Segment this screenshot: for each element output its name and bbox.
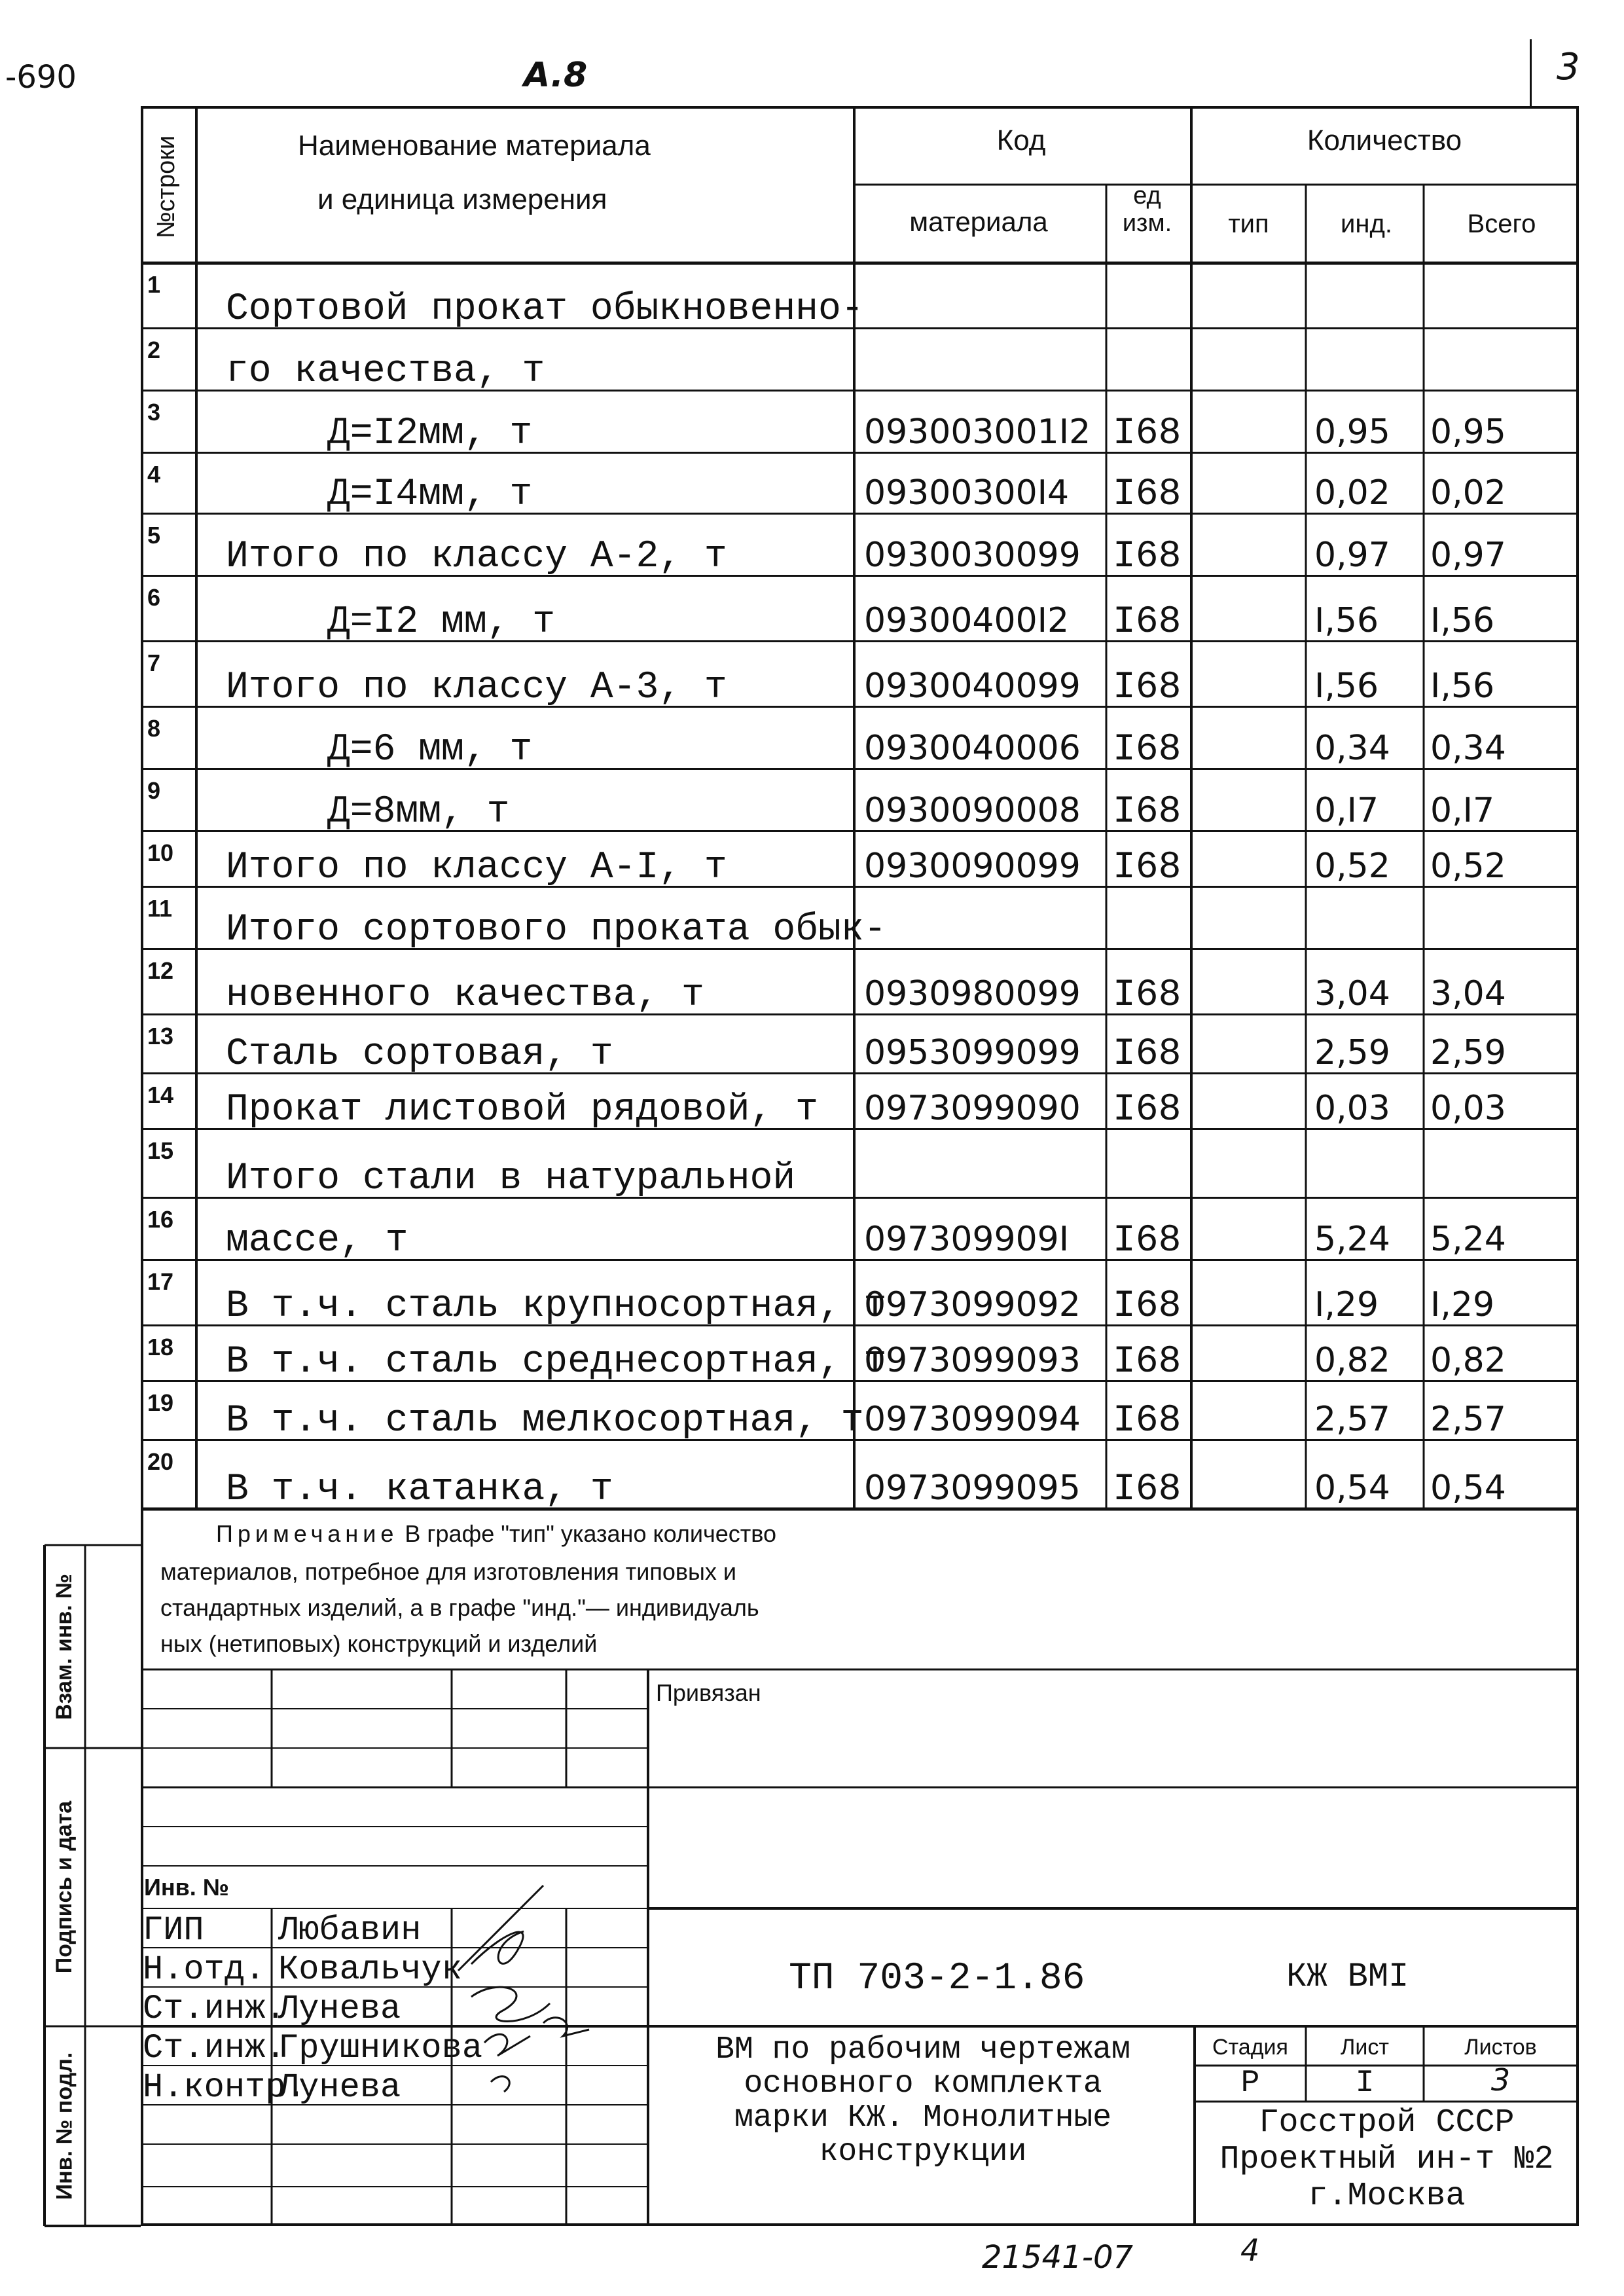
side-label-podpis-text: Подпись и дата	[52, 1800, 77, 1974]
qty-total: 2,57	[1430, 1400, 1506, 1439]
row-number-header-label: №строки	[153, 135, 181, 238]
material-name: В т.ч. сталь среднесортная, т	[226, 1341, 887, 1383]
row-number: 7	[147, 649, 161, 676]
qty-ind: 0,02	[1314, 473, 1390, 513]
signer-role: ГИП	[143, 1911, 204, 1950]
unit-code: I68	[1113, 1400, 1182, 1442]
material-code: 097309909I	[864, 1220, 1070, 1259]
organization-line1: Госстрой СССР	[1259, 2104, 1515, 2141]
material-name: Д=I2мм, т	[327, 412, 533, 455]
signer-name: Любавин	[278, 1911, 422, 1950]
unit-code: I68	[1113, 473, 1182, 516]
sheets-label: Листов	[1464, 2035, 1537, 2060]
qty-total: I,29	[1430, 1285, 1495, 1324]
material-code: 0930090099	[864, 847, 1081, 886]
stage-value: Р	[1240, 2066, 1260, 2101]
row-number: 17	[147, 1268, 174, 1295]
signer-name: Лунева	[278, 2068, 401, 2107]
qty-ind: 0,54	[1314, 1468, 1390, 1508]
qty-ind: 0,52	[1314, 847, 1390, 886]
side-label-inv-podl-text: Инв. № подл.	[52, 2052, 77, 2200]
bottom-page-number: 4	[1240, 2232, 1260, 2268]
code-material-header: материала	[909, 206, 1048, 237]
doc-title-line4: конструкции	[819, 2134, 1027, 2170]
material-name: Д=I4мм, т	[327, 473, 533, 516]
code-unit-header: ед изм.	[1122, 182, 1172, 237]
qty-total: I,56	[1430, 601, 1495, 640]
row-number: 9	[147, 777, 161, 804]
row-number: 19	[147, 1389, 174, 1416]
material-name: Сталь сортовая, т	[226, 1033, 613, 1076]
signer-role: Ст.инж.	[143, 2029, 286, 2068]
material-code: 0973099094	[864, 1400, 1081, 1439]
qty-total: 0,97	[1430, 536, 1506, 575]
note-line2: материалов, потребное для изготовления типовых и	[160, 1558, 737, 1585]
qty-total: 0,34	[1430, 729, 1506, 768]
qty-ind: 0,I7	[1314, 791, 1379, 830]
signer-name: Лунева	[278, 1990, 401, 2028]
material-name: новенного качества, т	[226, 974, 704, 1017]
unit-code: I68	[1113, 1285, 1182, 1328]
material-name: Д=I2 мм, т	[327, 601, 556, 644]
material-code: 093003001I2	[864, 412, 1091, 452]
qty-total: 0,I7	[1430, 791, 1495, 830]
material-name: Прокат листовой рядовой, т	[226, 1089, 818, 1131]
row-number: 12	[147, 957, 174, 984]
qty-ind: 0,34	[1314, 729, 1390, 768]
qty-total: 0,02	[1430, 473, 1506, 513]
material-name: Итого по классу А-3, т	[226, 666, 727, 709]
qty-total-header: Всего	[1467, 210, 1536, 238]
row-number: 2	[147, 337, 161, 363]
signer-name: Грушникова	[278, 2029, 483, 2068]
material-name: Итого по классу А-I, т	[226, 847, 727, 889]
side-label-podpis	[46, 1751, 84, 2023]
doc-title-line1: ВМ по рабочим чертежам	[715, 2032, 1130, 2068]
side-label-vzam	[46, 1548, 84, 1745]
note-line3: стандартных изделий, а в графе "инд."— индивидуаль	[160, 1594, 759, 1621]
signer-role: Ст.инж.	[143, 1990, 286, 2028]
organization	[1195, 2105, 1579, 2215]
qty-ind: 0,03	[1314, 1089, 1390, 1128]
side-label-vzam-text: Взам. инв. №	[52, 1573, 77, 1720]
material-code: 0930040099	[864, 666, 1081, 706]
qty-total: 0,82	[1430, 1341, 1506, 1380]
material-code: 0930030099	[864, 536, 1081, 575]
material-code: 0973099090	[864, 1089, 1081, 1128]
qty-ind: 0,82	[1314, 1341, 1390, 1380]
qty-total: 3,04	[1430, 974, 1506, 1013]
material-code: 0930090008	[864, 791, 1081, 830]
note-line1	[216, 1520, 776, 1548]
name-header-line1: Наименование материала	[298, 130, 651, 162]
material-name: го качества, т	[226, 350, 545, 393]
signer-name: Ковальчук	[278, 1950, 462, 1989]
archive-number: 21541-07	[982, 2239, 1134, 2276]
qty-total: 5,24	[1430, 1220, 1506, 1259]
qty-total: 0,54	[1430, 1468, 1506, 1508]
unit-code: I68	[1113, 1033, 1182, 1076]
organization-line2: Проектный ин-т №2	[1219, 2141, 1554, 2178]
qty-ind: 3,04	[1314, 974, 1390, 1013]
row-number: 13	[147, 1023, 174, 1049]
material-name: В т.ч. катанка, т	[226, 1468, 613, 1511]
doc-title-line3: марки КЖ. Монолитные	[734, 2100, 1112, 2136]
material-name: массе, т	[226, 1220, 408, 1262]
qty-ind: 5,24	[1314, 1220, 1390, 1259]
material-code: 0930980099	[864, 974, 1081, 1013]
row-number: 18	[147, 1334, 174, 1360]
material-name: Итого по классу А-2, т	[226, 536, 727, 578]
note-line1-text: В графе "тип" указано количество	[405, 1520, 776, 1547]
row-number: 1	[147, 271, 161, 298]
row-number: 10	[147, 839, 174, 866]
row-number: 5	[147, 522, 161, 549]
code-group-header: Код	[996, 124, 1046, 156]
doc-title	[651, 2033, 1195, 2169]
unit-code: I68	[1113, 1468, 1182, 1511]
material-name: В т.ч. сталь мелкосортная, т	[226, 1400, 864, 1442]
material-code: 0930040006	[864, 729, 1081, 768]
name-header-line2: и единица измерения	[317, 183, 607, 215]
signer-role: Н.отд.	[143, 1950, 266, 1989]
qty-total: 0,52	[1430, 847, 1506, 886]
corner-code: -690	[5, 59, 77, 96]
qty-total: 2,59	[1430, 1033, 1506, 1072]
qty-ind: 2,59	[1314, 1033, 1390, 1072]
material-name: Сортовой прокат обыкновенно-	[226, 288, 864, 331]
material-code: 09300400I2	[864, 601, 1070, 640]
corner-label: A.8	[524, 56, 588, 95]
unit-code: I68	[1113, 412, 1182, 455]
row-number: 4	[147, 461, 161, 488]
material-name: В т.ч. сталь крупносортная, т	[226, 1285, 887, 1328]
unit-code: I68	[1113, 666, 1182, 709]
unit-code: I68	[1113, 601, 1182, 644]
unit-code: I68	[1113, 847, 1182, 889]
row-number: 15	[147, 1137, 174, 1164]
qty-ind: I,56	[1314, 601, 1379, 640]
row-number: 20	[147, 1448, 174, 1475]
sheet-value: I	[1355, 2066, 1375, 2101]
note-line4: ных (нетиповых) конструкций и изделий	[160, 1630, 598, 1657]
unit-code: I68	[1113, 791, 1182, 833]
material-name: Итого стали в натуральной	[226, 1157, 796, 1200]
sheets-value: 3	[1490, 2062, 1511, 2098]
material-code: 0973099093	[864, 1341, 1081, 1380]
doc-title-line2: основного комплекта	[744, 2066, 1102, 2102]
row-number: 6	[147, 584, 161, 611]
unit-code: I68	[1113, 1341, 1182, 1383]
qty-total: 0,95	[1430, 412, 1506, 452]
privyazan-label: Привязан	[656, 1679, 761, 1706]
signer-role: Н.контр.	[143, 2068, 306, 2107]
qty-ind: I,29	[1314, 1285, 1379, 1324]
qty-total: 0,03	[1430, 1089, 1506, 1128]
material-code: 0953099099	[864, 1033, 1081, 1072]
material-name: Д=8мм, т	[327, 791, 510, 833]
material-code: 09300300I4	[864, 473, 1070, 513]
qty-total: I,56	[1430, 666, 1495, 706]
qty-type-header: тип	[1228, 210, 1269, 238]
unit-code: I68	[1113, 1089, 1182, 1131]
doc-mark: КЖ ВМI	[1286, 1958, 1409, 1996]
doc-code: ТП 703-2-1.86	[789, 1958, 1085, 2000]
material-code: 0973099092	[864, 1285, 1081, 1324]
row-number: 14	[147, 1082, 174, 1108]
stage-label: Стадия	[1212, 2035, 1288, 2060]
unit-code: I68	[1113, 536, 1182, 578]
qty-ind: 2,57	[1314, 1400, 1390, 1439]
unit-code: I68	[1113, 729, 1182, 771]
note-label: Примечание	[216, 1520, 399, 1547]
material-name: Итого сортового проката обык-	[226, 909, 887, 951]
row-number: 3	[147, 399, 161, 426]
qty-ind: 0,95	[1314, 412, 1390, 452]
material-code: 0973099095	[864, 1468, 1081, 1508]
side-label-inv-podl	[46, 2030, 84, 2223]
material-name: Д=6 мм, т	[327, 729, 533, 771]
organization-line3: г.Москва	[1308, 2178, 1466, 2215]
sheet-label: Лист	[1341, 2035, 1389, 2060]
unit-code: I68	[1113, 1220, 1182, 1262]
qty-ind: I,56	[1314, 666, 1379, 706]
signature-scribbles	[445, 1872, 641, 2095]
qty-ind-header: инд.	[1341, 210, 1392, 238]
qty-ind: 0,97	[1314, 536, 1390, 575]
unit-code: I68	[1113, 974, 1182, 1017]
row-number: 16	[147, 1206, 174, 1233]
qty-group-header: Количество	[1307, 124, 1462, 156]
row-number: 11	[147, 895, 173, 922]
row-number: 8	[147, 715, 161, 742]
page-number: 3	[1557, 46, 1580, 88]
inv-no-label: Инв. №	[144, 1874, 229, 1901]
